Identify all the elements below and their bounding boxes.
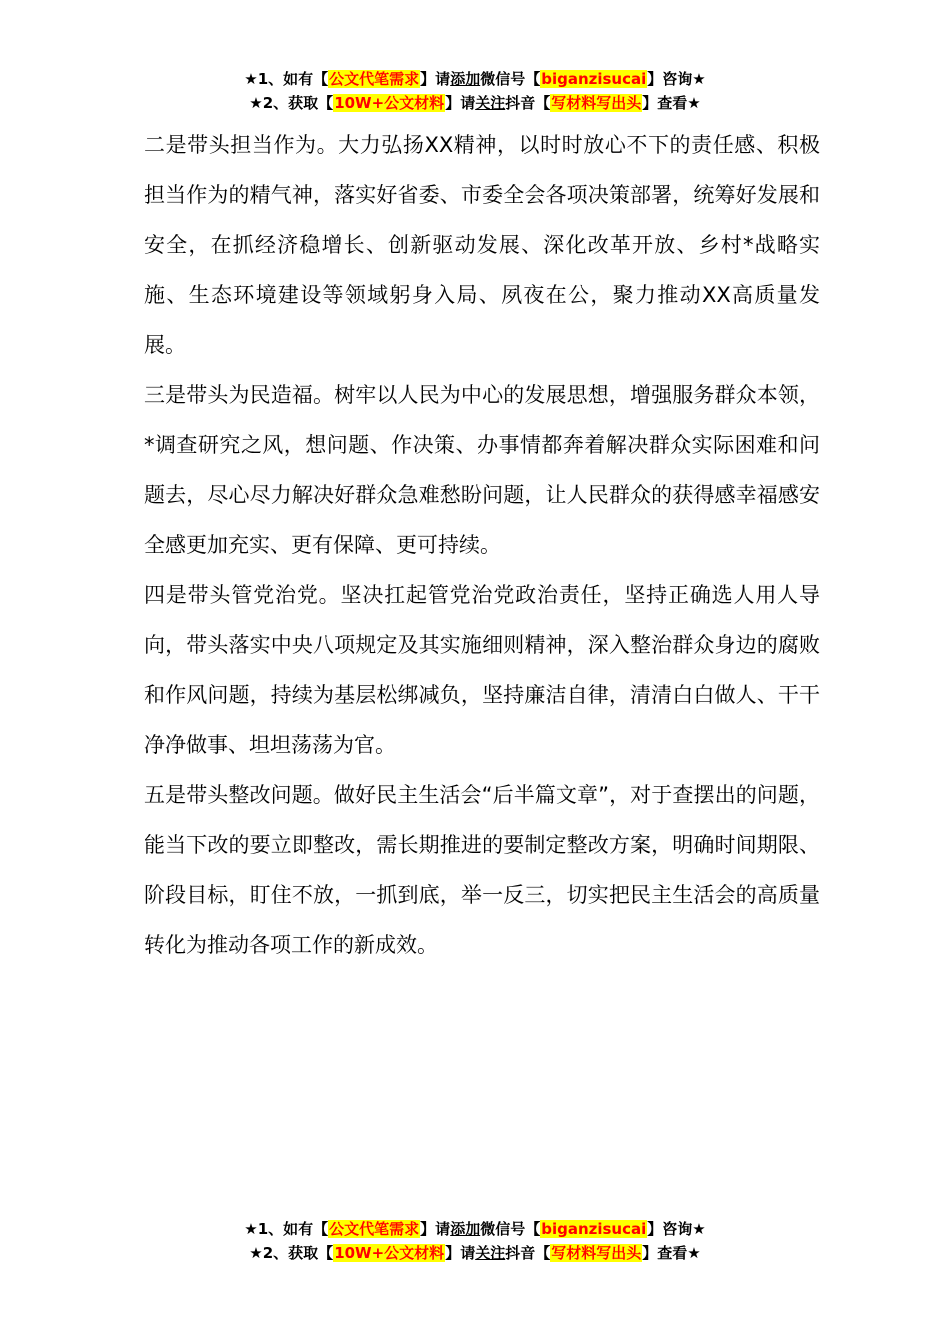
footer-highlight-materials: 10W+公文材料 — [334, 1244, 445, 1262]
document-body — [144, 120, 820, 970]
footer-banner — [0, 1217, 950, 1265]
footer-highlight-service: 公文代笔需求 — [329, 1220, 420, 1238]
footer-highlight-wechat-id: biganzisucai — [541, 1220, 647, 1238]
footer-line-2: ★2、获取【10W+公文材料】请关注抖音【写材料写出头】查看★ — [249, 1244, 701, 1262]
banner-line-1: ★1、如有【公文代笔需求】请添加微信号【biganzisucai】咨询★ — [244, 70, 706, 88]
header-banner — [0, 67, 950, 115]
paragraph-5: 五是带头整改问题。做好民主生活会“后半篇文章”，对于查摆出的问题，能当下改的要立即整改，需长期推进的要制定整改方案，明确时间期限、阶段目标，盯住不放，一抓到底，举一反三，切实把民主生活会的高质量转化为推动各项工作的新成效。 — [144, 783, 820, 957]
paragraph-4: 四是带头管党治党。坚决扛起管党治党政治责任，坚持正确选人用人导向，带头落实中央八项规定及其实施细则精神，深入整治群众身边的腐败和作风问题，持续为基层松绑减负，坚持廉洁自律，清清白白做人、干干净净做事、坦坦荡荡为官。 — [144, 583, 820, 757]
footer-line-1: ★1、如有【公文代笔需求】请添加微信号【biganzisucai】咨询★ — [244, 1220, 706, 1238]
highlight-douyin-account: 写材料写出头 — [551, 94, 642, 112]
banner-line-2: ★2、获取【10W+公文材料】请关注抖音【写材料写出头】查看★ — [249, 94, 701, 112]
highlight-service: 公文代笔需求 — [329, 70, 420, 88]
paragraph-2: 二是带头担当作为。大力弘扬XX精神，以时时放心不下的责任感、积极担当作为的精气神，落实好省委、市委全会各项决策部署，统筹好发展和安全，在抓经济稳增长、创新驱动发展、深化改革开放、乡村*战略实施、生态环境建设等领域躬身入局、夙夜在公，聚力推动XX高质量发展。 — [144, 133, 820, 357]
highlight-wechat-id: biganzisucai — [541, 70, 647, 88]
paragraph-3: 三是带头为民造福。树牢以人民为中心的发展思想，增强服务群众本领，*调查研究之风，想问题、作决策、办事情都奔着解决群众实际困难和问题去，尽心尽力解决好群众急难愁盼问题，让人民群众的获得感幸福感安全感更加充实、更有保障、更可持续。 — [144, 383, 820, 557]
highlight-materials: 10W+公文材料 — [334, 94, 445, 112]
footer-highlight-douyin-account: 写材料写出头 — [551, 1244, 642, 1262]
